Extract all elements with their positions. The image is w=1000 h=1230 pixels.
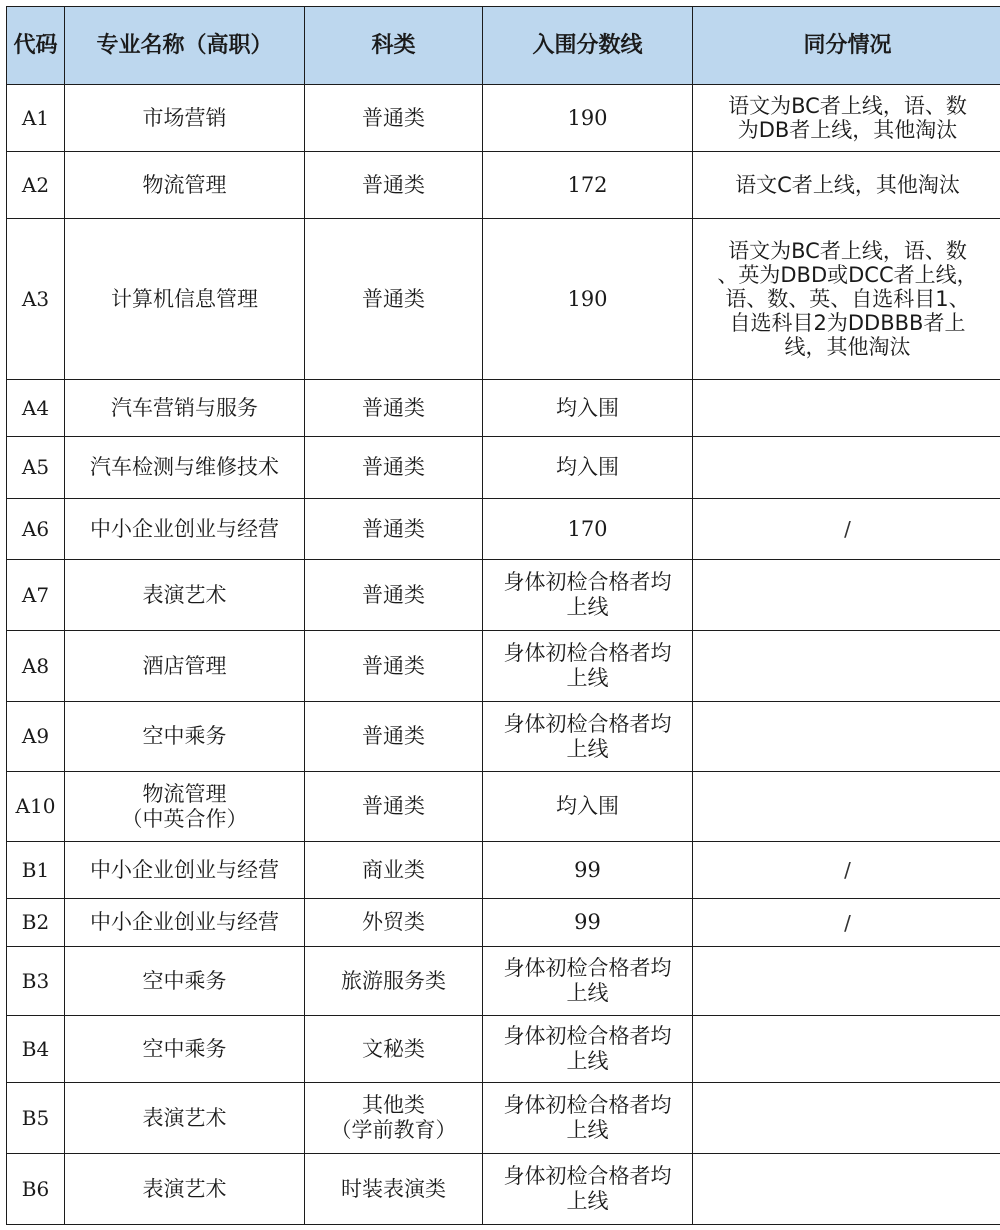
table-body [7,85,1000,1225]
category-cell [305,219,483,380]
tie-situation-cell-line: 语文为BC者上线，语、数 [728,239,967,263]
cutoff-score-cell [483,631,693,702]
category-cell-line: 普通类 [362,582,425,607]
table-row [7,85,1000,152]
code-cell: B3 [7,947,65,1016]
major-name-cell-line: 空中乘务 [142,724,227,748]
table-row [7,219,1000,380]
major-name-cell-line: 物流管理 [142,172,227,197]
major-name-cell-line: 物流管理 [142,781,227,806]
category-cell-line: 时装表演类 [341,1176,446,1201]
cutoff-score-cell [483,772,693,842]
cutoff-score-cell-line: 190 [567,286,608,311]
category-cell-line: 普通类 [362,286,425,311]
category-cell-line: 其他类 [362,1093,425,1117]
category-cell-line: （学前教育） [330,1118,457,1142]
major-name-cell-line: 中小企业创业与经营 [90,910,279,934]
code-cell: A8 [7,631,65,702]
tie-situation-cell-line: 、英为DBD或DCC者上线， [717,263,978,287]
cutoff-score-cell-line: 上线 [566,1118,609,1142]
major-name-cell-line: 计算机信息管理 [111,286,258,311]
cutoff-score-cell-line: 均入围 [556,455,619,479]
code-cell: A9 [7,702,65,772]
cutoff-score-cell-line: 均入围 [556,395,619,420]
tie-situation-cell-line: / [844,517,851,541]
tie-situation-cell [693,772,1000,842]
code-cell: A3 [7,219,65,380]
cutoff-score-cell [483,499,693,560]
cutoff-score-cell [483,380,693,437]
code-cell: A7 [7,560,65,631]
table-row [7,772,1000,842]
category-cell [305,631,483,702]
tie-situation-cell-line: 语、数、英、自选科目1、 [725,287,970,311]
tie-situation-cell [693,152,1000,219]
header-code: 代码 [7,7,65,85]
major-name-cell [65,499,305,560]
table-row [7,702,1000,772]
major-name-cell [65,772,305,842]
tie-situation-cell [693,702,1000,772]
code-cell: A2 [7,152,65,219]
major-name-cell [65,631,305,702]
cutoff-score-cell [483,899,693,947]
cutoff-score-cell [483,947,693,1016]
table-row [7,1154,1000,1225]
table-row [7,437,1000,499]
cutoff-score-cell-line: 身体初检合格者均 [503,641,672,665]
tie-situation-cell-line: 为DB者上线，其他淘汰 [737,118,958,142]
cutoff-score-cell [483,702,693,772]
tie-situation-cell [693,437,1000,499]
cutoff-score-cell-line: 172 [567,172,608,197]
cutoff-score-cell-line: 190 [567,105,608,130]
category-cell [305,1016,483,1083]
tie-situation-cell [693,631,1000,702]
category-cell-line: 旅游服务类 [341,968,446,993]
category-cell-line: 商业类 [362,857,425,882]
major-name-cell [65,899,305,947]
cutoff-score-cell [483,842,693,899]
table-row [7,560,1000,631]
cutoff-score-cell-line: 99 [574,910,601,934]
category-cell [305,560,483,631]
code-cell: B5 [7,1083,65,1154]
category-cell-line: 普通类 [362,794,425,818]
code-cell: A6 [7,499,65,560]
major-name-cell-line: 中小企业创业与经营 [90,857,279,882]
tie-situation-cell [693,842,1000,899]
cutoff-score-cell-line: 上线 [566,981,609,1005]
cutoff-score-cell-line: 身体初检合格者均 [503,570,672,594]
major-name-cell [65,1083,305,1154]
category-cell-line: 普通类 [362,105,425,130]
tie-situation-cell [693,85,1000,152]
table-row [7,1016,1000,1083]
major-name-cell [65,1016,305,1083]
tie-situation-cell [693,1154,1000,1225]
tie-situation-cell-line: 语文C者上线，其他淘汰 [735,173,960,197]
category-cell [305,85,483,152]
cutoff-score-cell [483,437,693,499]
major-name-cell [65,560,305,631]
major-name-cell [65,842,305,899]
header-category: 科类 [305,7,483,85]
category-cell-line: 普通类 [362,724,425,748]
category-cell-line: 普通类 [362,516,425,541]
category-cell [305,1154,483,1225]
major-name-cell-line: 市场营销 [142,105,227,130]
major-name-cell-line: 表演艺术 [142,1176,227,1201]
major-name-cell-line: 酒店管理 [142,653,227,678]
tie-situation-cell-line: 语文为BC者上线，语、数 [728,94,967,118]
major-name-cell-line: 表演艺术 [142,1105,227,1130]
cutoff-score-cell [483,85,693,152]
header-tie-situation: 同分情况 [693,7,1000,85]
tie-situation-cell [693,380,1000,437]
tie-situation-cell [693,1083,1000,1154]
cutoff-score-cell [483,219,693,380]
category-cell [305,899,483,947]
tie-situation-cell [693,1016,1000,1083]
cutoff-score-cell-line: 上线 [566,595,609,619]
tie-situation-cell [693,499,1000,560]
tie-situation-cell-line: / [844,910,851,935]
major-name-cell-line: 汽车检测与维修技术 [90,455,279,479]
category-cell [305,842,483,899]
tie-situation-cell [693,560,1000,631]
cutoff-score-cell-line: 身体初检合格者均 [503,956,672,980]
category-cell [305,947,483,1016]
cutoff-score-cell-line: 99 [574,857,601,882]
major-name-cell-line: 中小企业创业与经营 [90,516,279,541]
cutoff-score-cell [483,1083,693,1154]
code-cell: A5 [7,437,65,499]
tie-situation-cell [693,219,1000,380]
cutoff-score-cell-line: 身体初检合格者均 [503,1164,672,1188]
tie-situation-cell-line: 线，其他淘汰 [784,335,911,359]
code-cell: A1 [7,85,65,152]
admission-score-table-sheet [6,6,1000,1225]
table-row [7,631,1000,702]
code-cell: B1 [7,842,65,899]
category-cell [305,380,483,437]
category-cell [305,702,483,772]
tie-situation-cell [693,899,1000,947]
table-row [7,947,1000,1016]
code-cell: B2 [7,899,65,947]
category-cell [305,499,483,560]
table-row [7,380,1000,437]
major-name-cell [65,437,305,499]
major-name-cell [65,85,305,152]
cutoff-score-cell-line: 上线 [566,666,609,690]
category-cell [305,437,483,499]
cutoff-score-cell [483,560,693,631]
category-cell-line: 文秘类 [362,1036,425,1061]
admission-score-table [6,6,1000,1225]
major-name-cell [65,947,305,1016]
tie-situation-cell-line: / [844,858,851,882]
cutoff-score-cell [483,1016,693,1083]
code-cell: B6 [7,1154,65,1225]
major-name-cell-line: 汽车营销与服务 [111,395,258,420]
cutoff-score-cell-line: 上线 [566,1189,609,1213]
cutoff-score-cell-line: 上线 [566,736,609,761]
code-cell: A4 [7,380,65,437]
table-row [7,499,1000,560]
category-cell [305,152,483,219]
major-name-cell [65,380,305,437]
cutoff-score-cell-line: 身体初检合格者均 [503,1024,672,1048]
header-major-name: 专业名称（高职） [65,7,305,85]
cutoff-score-cell-line: 上线 [566,1049,609,1073]
table-row [7,842,1000,899]
category-cell-line: 普通类 [362,395,425,420]
tie-situation-cell-line: 自选科目2为DDBBB者上 [729,311,966,335]
category-cell [305,772,483,842]
header-row [7,7,1000,85]
category-cell-line: 普通类 [362,172,425,197]
major-name-cell [65,1154,305,1225]
table-row [7,152,1000,219]
header-cutoff-score: 入围分数线 [483,7,693,85]
table-row [7,1083,1000,1154]
major-name-cell-line: 空中乘务 [142,968,227,993]
major-name-cell-line: 表演艺术 [142,582,227,607]
category-cell-line: 普通类 [362,455,425,479]
table-row [7,899,1000,947]
code-cell: B4 [7,1016,65,1083]
cutoff-score-cell-line: 170 [567,516,608,541]
category-cell [305,1083,483,1154]
cutoff-score-cell [483,1154,693,1225]
cutoff-score-cell-line: 均入围 [556,794,619,818]
major-name-cell-line: 空中乘务 [142,1036,227,1061]
major-name-cell-line: （中英合作） [121,806,248,831]
major-name-cell [65,152,305,219]
code-cell: A10 [7,772,65,842]
cutoff-score-cell [483,152,693,219]
major-name-cell [65,219,305,380]
major-name-cell [65,702,305,772]
cutoff-score-cell-line: 身体初检合格者均 [503,1093,672,1117]
tie-situation-cell [693,947,1000,1016]
category-cell-line: 普通类 [362,653,425,678]
cutoff-score-cell-line: 身体初检合格者均 [503,711,672,736]
category-cell-line: 外贸类 [362,910,425,934]
